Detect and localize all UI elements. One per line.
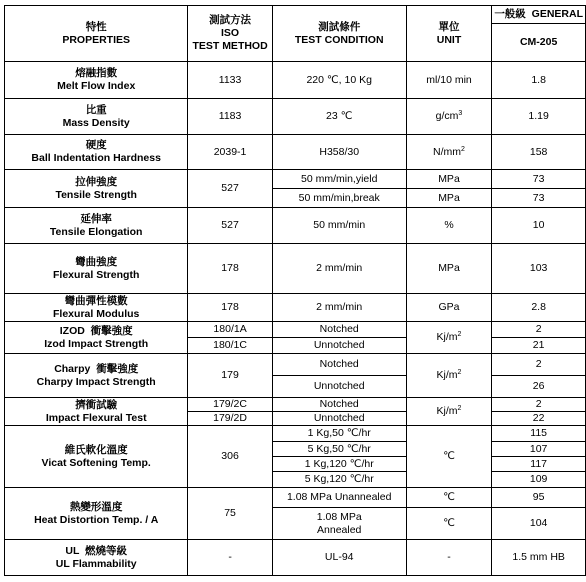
property-cell <box>5 244 188 294</box>
property-cell <box>5 208 188 244</box>
unit-exponent: 2 <box>457 331 462 338</box>
condition-cell: UL-94 <box>272 540 406 576</box>
property-en: Vicat Softening Temp. <box>41 456 151 469</box>
unit-cell <box>406 322 492 354</box>
row-hardness <box>5 135 586 170</box>
property-zh: UL 燃燒等級 <box>65 544 128 557</box>
property-cell <box>5 322 188 354</box>
property-en: Impact Flexural Test <box>45 411 147 424</box>
condition-cell: 5 Kg,50 ℃/hr <box>272 442 406 457</box>
property-en: Charpy Impact Strength <box>36 375 156 388</box>
property-cell <box>5 62 188 99</box>
value-cell: 2 <box>492 322 586 338</box>
value-cell: 73 <box>492 189 586 208</box>
unit-cell: GPa <box>406 294 492 322</box>
iso-cell: 178 <box>188 294 272 322</box>
unit-exponent: 2 <box>457 369 462 376</box>
unit-exponent: 2 <box>461 145 465 153</box>
row-impact-flexural-notched <box>5 398 586 412</box>
value-cell: 2 <box>492 398 586 412</box>
row-hdt-unannealed <box>5 488 586 508</box>
condition-cell: Notched <box>272 322 406 338</box>
condition-cell: Unnotched <box>272 338 406 354</box>
unit-exponent: 3 <box>458 110 463 117</box>
unit-base: Kj/m <box>436 405 458 417</box>
iso-cell: 527 <box>188 208 272 244</box>
row-charpy-notched <box>5 354 586 376</box>
unit-cell: ℃ <box>406 426 492 488</box>
header-properties-en: PROPERTIES <box>62 33 131 46</box>
iso-cell: - <box>188 540 272 576</box>
header-properties-zh: 特性 <box>85 20 107 33</box>
iso-cell: 306 <box>188 426 272 488</box>
property-zh: 彎曲彈性模數 <box>64 294 128 307</box>
property-en: Heat Distortion Temp. / A <box>34 513 159 526</box>
header-condition-en: TEST CONDITION <box>294 33 384 46</box>
value-cell: 95 <box>492 488 586 508</box>
iso-cell: 179/2C <box>188 398 272 412</box>
value-cell: 109 <box>492 472 586 488</box>
condition-cell: Notched <box>272 354 406 376</box>
condition-cell: Notched <box>272 398 406 412</box>
condition-cell: 1 Kg,50 ℃/hr <box>272 426 406 442</box>
value-cell: 107 <box>492 442 586 457</box>
property-en: Flexural Strength <box>53 268 140 281</box>
unit-cell: - <box>406 540 492 576</box>
header-row <box>5 6 586 24</box>
value-cell: 1.5 mm HB <box>492 540 586 576</box>
iso-cell: 180/1C <box>188 338 272 354</box>
iso-cell: 527 <box>188 170 272 208</box>
condition-cell: 5 Kg,120 ℃/hr <box>272 472 406 488</box>
header-condition <box>272 6 406 62</box>
condition-cell: 50 mm/min,yield <box>272 170 406 189</box>
condition-cell: 2 mm/min <box>272 294 406 322</box>
iso-cell: 179/2D <box>188 412 272 426</box>
row-tensile-strength <box>5 170 586 189</box>
unit-cell <box>406 398 492 426</box>
header-properties <box>5 6 188 62</box>
iso-cell: 180/1A <box>188 322 272 338</box>
header-iso <box>188 6 272 62</box>
header-unit <box>406 6 492 62</box>
row-vicat-1 <box>5 426 586 442</box>
unit-base: g/cm <box>435 110 459 122</box>
unit-cell <box>406 135 492 170</box>
unit-cell: MPa <box>406 189 492 208</box>
iso-cell: 2039-1 <box>188 135 272 170</box>
unit-cell <box>406 354 492 398</box>
value-cell: 22 <box>492 412 586 426</box>
property-zh: Charpy 衝擊強度 <box>54 362 139 375</box>
row-flexural-modulus <box>5 294 586 322</box>
value-cell: 1.8 <box>492 62 586 99</box>
property-zh: 彎曲強度 <box>75 255 118 268</box>
property-cell <box>5 398 188 426</box>
condition-cell: 50 mm/min,break <box>272 189 406 208</box>
value-cell: 73 <box>492 170 586 189</box>
property-cell <box>5 170 188 208</box>
header-grade: CM-205 <box>492 24 586 62</box>
condition-cell: 50 mm/min <box>272 208 406 244</box>
property-cell <box>5 488 188 540</box>
condition-cell: Unnotched <box>272 376 406 398</box>
property-cell <box>5 99 188 135</box>
value-cell: 1.19 <box>492 99 586 135</box>
property-zh: 硬度 <box>85 139 107 151</box>
header-iso-zh: 測試方法 <box>209 14 252 26</box>
value-cell: 117 <box>492 457 586 472</box>
unit-base: Kj/m <box>436 331 458 343</box>
unit-cell: MPa <box>406 170 492 189</box>
value-cell: 2 <box>492 354 586 376</box>
property-cell <box>5 426 188 488</box>
property-zh: IZOD 衝擊強度 <box>59 324 133 337</box>
header-unit-en: UNIT <box>436 33 462 46</box>
property-cell <box>5 294 188 322</box>
condition-cell: 2 mm/min <box>272 244 406 294</box>
row-flexural-strength <box>5 244 586 294</box>
unit-cell: MPa <box>406 244 492 294</box>
property-zh: 延伸率 <box>80 212 112 225</box>
unit-cell: ℃ <box>406 488 492 508</box>
row-ul-flammability <box>5 540 586 576</box>
iso-cell: 178 <box>188 244 272 294</box>
row-mass-density <box>5 99 586 135</box>
unit-cell <box>406 99 492 135</box>
unit-cell: % <box>406 208 492 244</box>
unit-exponent: 2 <box>457 405 462 412</box>
unit-cell: ℃ <box>406 508 492 540</box>
property-en: Tensile Strength <box>55 188 137 201</box>
properties-table <box>4 5 586 576</box>
header-iso-line2: ISO <box>221 27 240 39</box>
header-general: 一般級 GENERAL <box>492 6 586 24</box>
property-en: Tensile Elongation <box>49 225 143 238</box>
property-en: UL Flammability <box>55 557 137 570</box>
condition-cell: 220 ℃, 10 Kg <box>272 62 406 99</box>
property-cell <box>5 540 188 576</box>
header-condition-zh: 測試條件 <box>318 20 361 33</box>
property-en: Mass Density <box>62 116 130 129</box>
property-zh: 熔融指數 <box>75 67 118 79</box>
condition-line-1: 1.08 MPa <box>316 510 362 523</box>
value-cell: 115 <box>492 426 586 442</box>
condition-cell: 23 ℃ <box>272 99 406 135</box>
property-en: Izod Impact Strength <box>44 337 149 350</box>
value-cell: 26 <box>492 376 586 398</box>
property-en: Melt Flow Index <box>57 80 136 92</box>
iso-cell: 75 <box>188 488 272 540</box>
unit-base: N/mm <box>433 145 462 158</box>
property-zh: 熱變形溫度 <box>69 500 123 513</box>
condition-cell: 1 Kg,120 ℃/hr <box>272 457 406 472</box>
iso-cell: 1183 <box>188 99 272 135</box>
row-izod-notched <box>5 322 586 338</box>
header-iso-line3: TEST METHOD <box>192 40 268 52</box>
condition-line-2: Annealed <box>317 523 362 536</box>
unit-base: Kj/m <box>436 369 458 381</box>
property-zh: 維氏軟化溫度 <box>64 443 128 456</box>
value-cell: 2.8 <box>492 294 586 322</box>
property-en: Flexural Modulus <box>53 307 140 320</box>
condition-cell <box>272 508 406 540</box>
condition-cell: 1.08 MPa Unannealed <box>272 488 406 508</box>
iso-cell: 1133 <box>188 62 272 99</box>
condition-cell: Unnotched <box>272 412 406 426</box>
iso-cell: 179 <box>188 354 272 398</box>
property-cell <box>5 354 188 398</box>
row-tensile-elongation <box>5 208 586 244</box>
row-melt-flow-index <box>5 62 586 99</box>
header-unit-zh: 單位 <box>438 20 460 33</box>
condition-cell: H358/30 <box>272 135 406 170</box>
property-cell <box>5 135 188 170</box>
unit-cell: ml/10 min <box>406 62 492 99</box>
value-cell: 10 <box>492 208 586 244</box>
property-zh: 比重 <box>85 103 107 116</box>
value-cell: 103 <box>492 244 586 294</box>
value-cell: 104 <box>492 508 586 540</box>
property-zh: 拉伸強度 <box>75 175 118 188</box>
value-cell: 21 <box>492 338 586 354</box>
property-en: Ball Indentation Hardness <box>31 152 161 164</box>
value-cell: 158 <box>492 135 586 170</box>
property-zh: 擠衝試驗 <box>75 398 118 411</box>
